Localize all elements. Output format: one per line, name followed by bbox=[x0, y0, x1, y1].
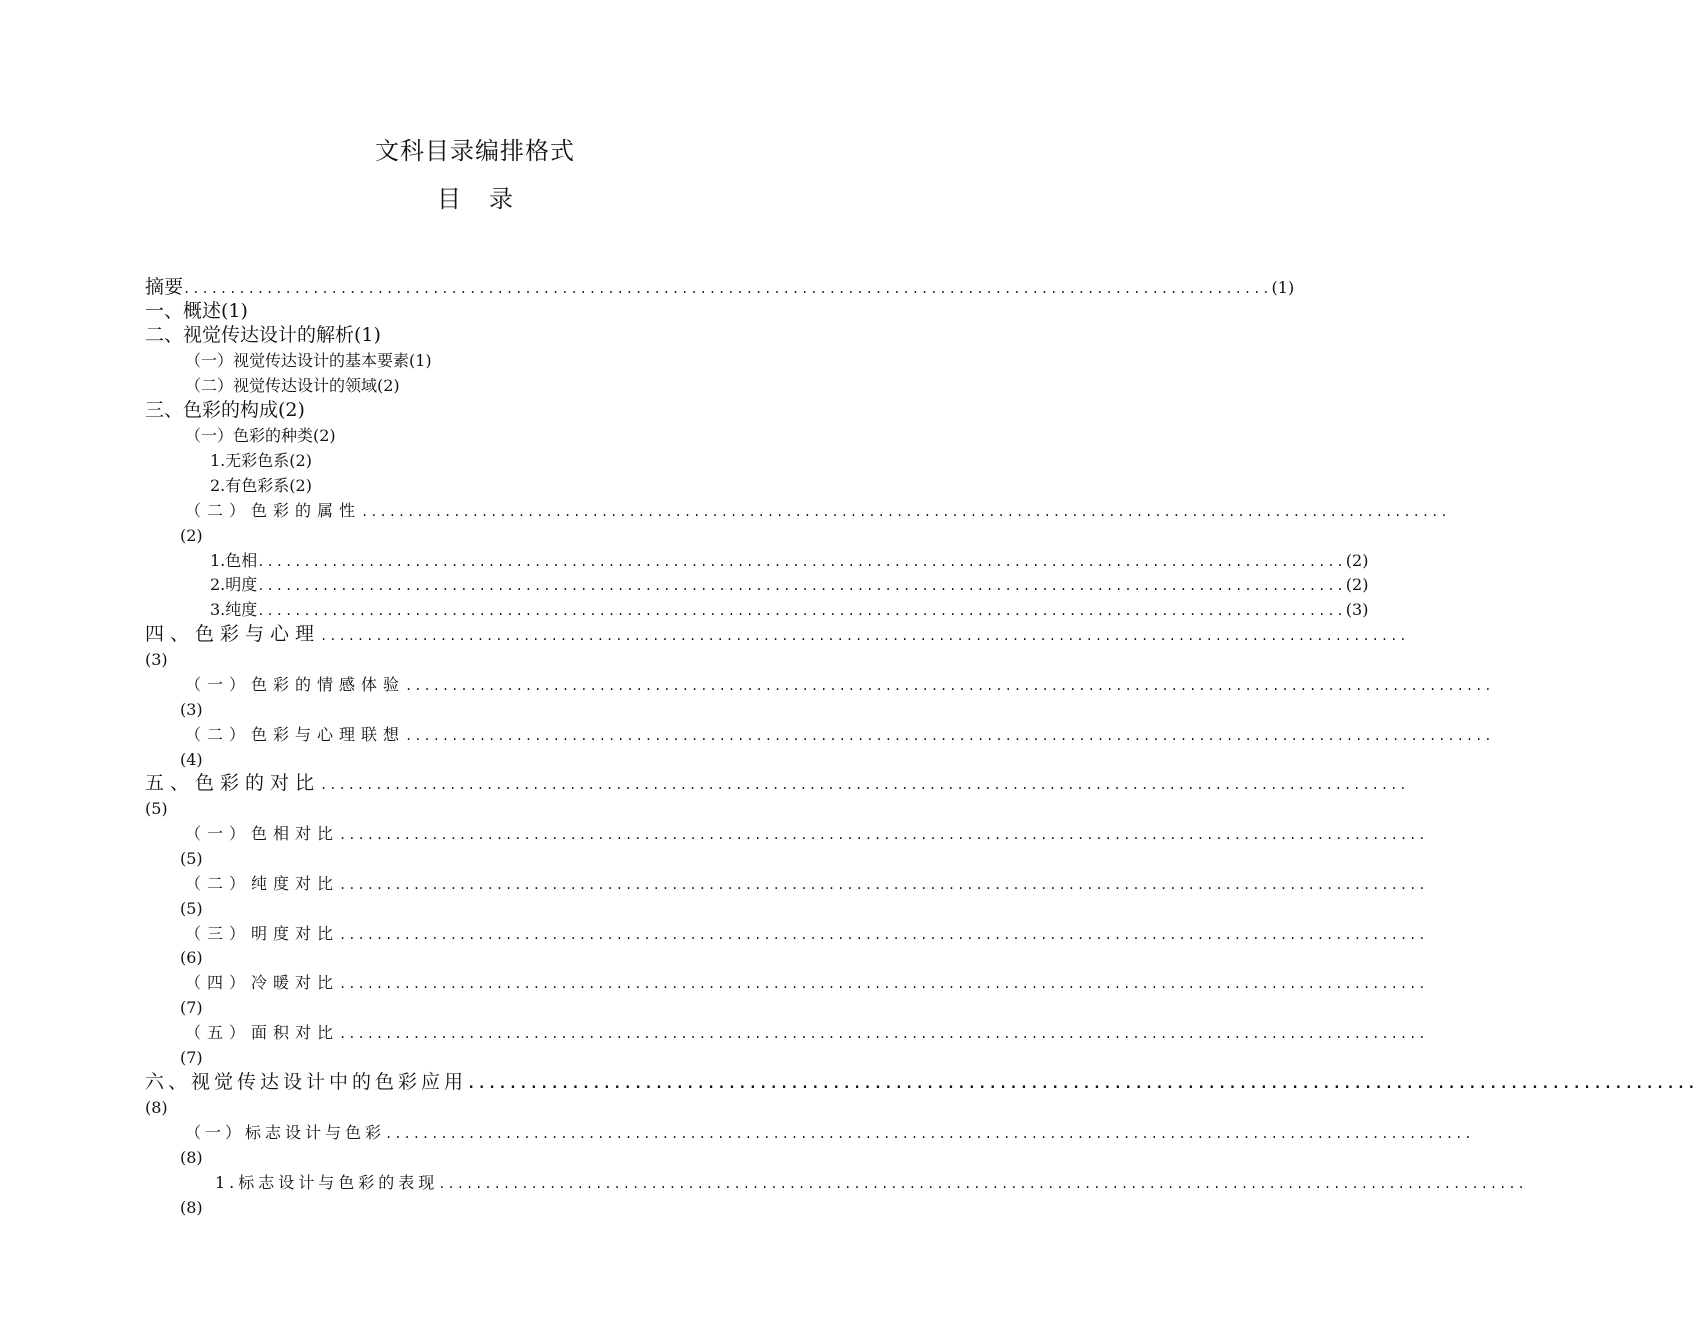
toc-entry[interactable] bbox=[185, 821, 1428, 846]
toc-page-number: (2) bbox=[1345, 575, 1369, 594]
toc-leader: ...................................................................................................................... bbox=[405, 679, 1494, 693]
toc-entry[interactable] bbox=[145, 275, 1295, 300]
document-title: 文科目录编排格式 bbox=[375, 137, 575, 165]
toc-leader: ...................................................................................................................... bbox=[320, 778, 1409, 792]
toc-entry[interactable] bbox=[185, 921, 1428, 946]
toc-entry-label: （二）色彩的属性 bbox=[185, 501, 362, 520]
toc-entry[interactable] bbox=[185, 871, 1428, 896]
toc-leader: ...................................................................................................................... bbox=[339, 928, 1428, 942]
toc-entry[interactable] bbox=[145, 1070, 1698, 1095]
toc-entry-label: （一）色彩的种类(2) bbox=[185, 426, 336, 445]
toc-entry[interactable] bbox=[185, 1020, 1428, 1045]
toc-heading-char-a: 目 bbox=[437, 185, 461, 213]
toc-entry[interactable] bbox=[185, 722, 1494, 747]
toc-leader: ...................................................................................................................... bbox=[385, 1127, 1474, 1141]
toc-entry-label: 五、色彩的对比 bbox=[145, 772, 321, 794]
toc-entry[interactable] bbox=[145, 398, 305, 423]
toc-entry-label: （二）纯度对比 bbox=[185, 874, 340, 893]
toc-entry[interactable] bbox=[185, 498, 1450, 523]
toc-entry[interactable] bbox=[185, 373, 400, 398]
toc-entry-label: （四）冷暖对比 bbox=[185, 973, 340, 992]
toc-page-number: (8) bbox=[180, 1148, 203, 1167]
toc-page-number: (3) bbox=[145, 650, 168, 669]
toc-entry[interactable] bbox=[185, 672, 1494, 697]
toc-entry-label: （一）标志设计与色彩 bbox=[185, 1123, 386, 1142]
toc-page-number: (6) bbox=[180, 948, 203, 967]
toc-leader: ...................................................................................................................... bbox=[405, 729, 1494, 743]
toc-entry-label: 1.无彩色系(2) bbox=[210, 451, 312, 470]
toc-entry-label: 2.明度 bbox=[210, 575, 258, 594]
toc-entry-label: 二、视觉传达设计的解析(1) bbox=[145, 324, 381, 346]
toc-entry-label: 1.色相 bbox=[210, 551, 258, 570]
toc-entry-label: 摘要 bbox=[145, 276, 184, 298]
toc-entry[interactable] bbox=[210, 548, 1369, 573]
toc-leader: ...................................................................................................................... bbox=[320, 629, 1409, 643]
toc-page-number: (2) bbox=[1345, 551, 1369, 570]
toc-page-number: (8) bbox=[180, 1198, 203, 1217]
toc-page-number: (3) bbox=[180, 700, 203, 719]
toc-entry[interactable] bbox=[185, 348, 432, 373]
toc-leader: ...................................................................................................................... bbox=[339, 828, 1428, 842]
toc-entry[interactable] bbox=[185, 970, 1428, 995]
toc-leader: ...................................................................................................................... bbox=[339, 878, 1428, 892]
toc-entry-label: 四、色彩与心理 bbox=[145, 623, 321, 645]
toc-page-number: (8) bbox=[145, 1098, 168, 1117]
toc-entry[interactable] bbox=[145, 622, 1409, 647]
toc-entry-label: （一）色相对比 bbox=[185, 824, 340, 843]
toc-entry[interactable] bbox=[210, 448, 312, 473]
toc-page-number: (1) bbox=[1271, 278, 1295, 297]
toc-page-number: (7) bbox=[180, 1048, 203, 1067]
toc-entry[interactable] bbox=[185, 423, 336, 448]
toc-entry[interactable] bbox=[145, 323, 381, 348]
toc-leader: ...................................................................................................................... bbox=[361, 505, 1450, 519]
toc-page-number: (2) bbox=[180, 526, 203, 545]
toc-leader: ...................................................................................................................... bbox=[438, 1177, 1527, 1191]
toc-entry-label: （五）面积对比 bbox=[185, 1023, 340, 1042]
toc-entry-label: 三、色彩的构成(2) bbox=[145, 399, 305, 421]
toc-entry-label: （二）色彩与心理联想 bbox=[185, 725, 406, 744]
toc-entry-label: 2.有色彩系(2) bbox=[210, 476, 312, 495]
toc-leader: ...................................................................................................................... bbox=[257, 604, 1346, 618]
toc-entry-label: 六、视觉传达设计中的色彩应用 bbox=[145, 1071, 468, 1093]
toc-entry[interactable] bbox=[145, 299, 248, 324]
toc-leader: ...................................................................................................................... bbox=[339, 977, 1428, 991]
toc-page-number: (5) bbox=[145, 799, 168, 818]
toc-entry[interactable] bbox=[210, 597, 1369, 622]
toc-entry-label: （二）视觉传达设计的领域(2) bbox=[185, 376, 400, 395]
toc-entry-label: 一、概述(1) bbox=[145, 300, 248, 322]
toc-leader: ...................................................................................................................... bbox=[257, 555, 1346, 569]
toc-page-number: (5) bbox=[180, 899, 203, 918]
toc-heading-char-b: 录 bbox=[489, 185, 513, 213]
toc-entry[interactable] bbox=[145, 771, 1409, 796]
toc-entry[interactable] bbox=[185, 1120, 1474, 1145]
toc-entry[interactable] bbox=[210, 473, 312, 498]
toc-entry-label: （三）明度对比 bbox=[185, 924, 340, 943]
toc-leader: ...................................................................................................................... bbox=[339, 1027, 1428, 1041]
toc-entry[interactable] bbox=[215, 1170, 1527, 1195]
toc-page-number: (4) bbox=[180, 750, 203, 769]
toc-entry-label: （一）色彩的情感体验 bbox=[185, 675, 406, 694]
toc-page-number: (3) bbox=[1345, 600, 1369, 619]
toc-leader: ...................................................................................................................... bbox=[467, 1076, 1698, 1092]
toc-entry-label: （一）视觉传达设计的基本要素(1) bbox=[185, 351, 432, 370]
toc-entry[interactable] bbox=[210, 572, 1369, 597]
toc-page-number: (7) bbox=[180, 998, 203, 1017]
toc-entry-label: 3.纯度 bbox=[210, 600, 258, 619]
toc-leader: ...................................................................................................................... bbox=[257, 579, 1346, 593]
toc-entry-label: 1.标志设计与色彩的表现 bbox=[215, 1173, 439, 1192]
toc-page-number: (5) bbox=[180, 849, 203, 868]
toc-leader: ...................................................................................................................... bbox=[183, 282, 1272, 296]
